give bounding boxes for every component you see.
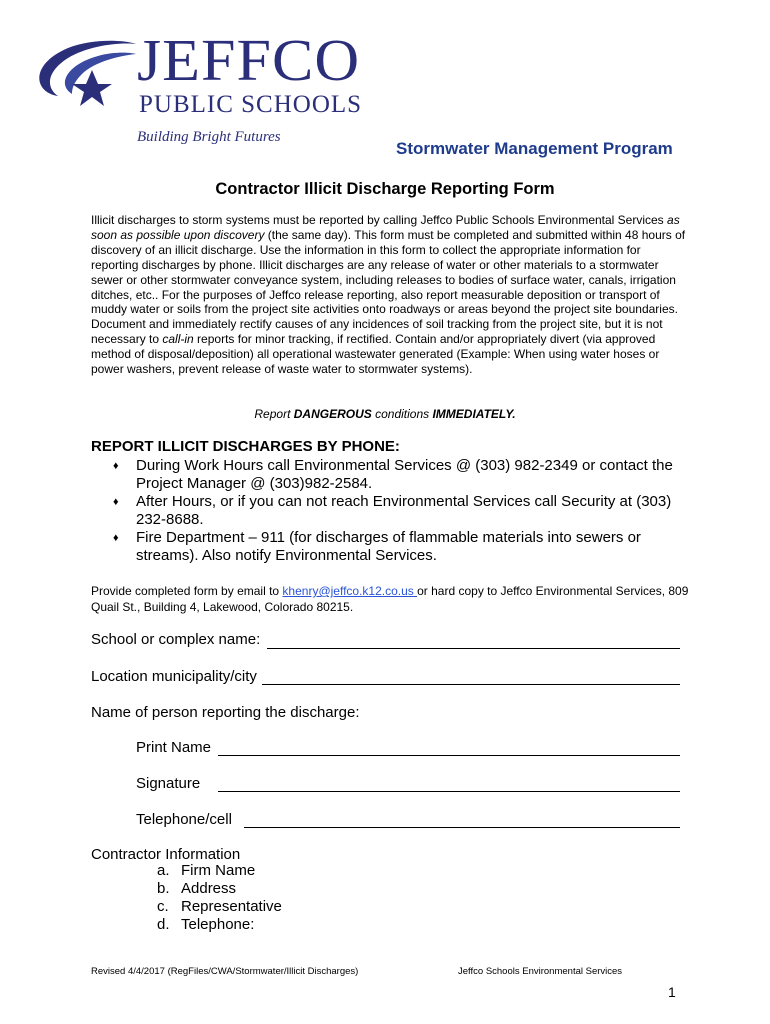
signature-label: Signature	[136, 775, 201, 792]
telephone-label: Telephone/cell	[136, 811, 232, 828]
intro-emphasis: as soon as possible upon discovery	[91, 213, 680, 242]
danger-word: DANGEROUS	[293, 407, 372, 421]
footer-department: Jeffco Schools Environmental Services	[458, 966, 623, 977]
location-label: Location municipality/city	[91, 668, 257, 685]
phone-list	[91, 457, 691, 565]
list-item: a. Firm Name	[157, 862, 256, 879]
contractor-heading: Contractor Information	[91, 846, 241, 863]
school-input-line[interactable]	[267, 648, 680, 649]
list-item: d. Telephone:	[157, 916, 255, 933]
jeffco-star-logo	[28, 34, 140, 114]
person-heading: Name of person reporting the discharge:	[91, 704, 360, 721]
diamond-bullet-icon: ♦	[113, 496, 119, 508]
danger-notice: Report DANGEROUS conditions IMMEDIATELY.	[254, 407, 516, 421]
list-item: ♦ After Hours, or if you can not reach Environmental Services call Security at (303) 232-8688.	[113, 493, 672, 528]
telephone-input-line[interactable]	[244, 827, 680, 828]
intro-emphasis: call-in	[162, 332, 194, 347]
logo-wordmark: JEFFCO	[137, 28, 361, 94]
form-title: Contractor Illicit Discharge Reporting Form	[215, 180, 555, 198]
print-name-label: Print Name	[136, 739, 212, 756]
list-item: ♦ Fire Department – 911 (for discharges of flammable materials into sewers or streams). Also notify Environmental Services.	[113, 529, 641, 564]
intro-paragraph	[91, 213, 691, 377]
location-input-line[interactable]	[262, 684, 680, 685]
footer-revision: Revised 4/4/2017 (RegFiles/CWA/Stormwater/Illicit Discharges)	[91, 966, 359, 977]
contractor-list	[157, 862, 282, 934]
intro-text: reports for minor tracking, if rectified. Contain and/or appropriately divert (via approved method of disposal/deposition) all operational wastewater generated (Example: When using water hoses or power washers, prevent release of waste water to stormwater systems).	[91, 332, 660, 377]
email-link[interactable]: khenry@jeffco.k12.co.us	[282, 584, 418, 598]
school-label: School or complex name:	[91, 631, 261, 648]
signature-input-line[interactable]	[218, 791, 680, 792]
report-heading: REPORT ILLICIT DISCHARGES BY PHONE:	[91, 438, 400, 455]
diamond-bullet-icon: ♦	[113, 532, 119, 544]
logo-subtitle: PUBLIC SCHOOLS	[139, 91, 363, 118]
immediately-word: IMMEDIATELY.	[432, 407, 516, 421]
page-number: 1	[668, 984, 676, 1000]
intro-text: (the same day). This form must be completed and submitted within 48 hours of discovery of an illicit discharge. Use the information in this form to collect the appropriate information for reporting discharges by phone. Illicit discharges are any release of water or other materials to a stormwater sewer or other stormwater conveyance system, including releases to bodies of surface water, canals, irrigation ditches, etc.. For the purposes of Jeffco release reporting, also report measurable deposition or transport of muddy water or soils from the project site activities onto roadways or areas beyond the project site boundaries. Document and immediately rectify causes of any incidences of soil tracking from the project site, but it is not necessary to	[91, 227, 686, 347]
diamond-bullet-icon: ♦	[113, 460, 119, 472]
provide-instructions: Provide completed form by email to khenry@jeffco.k12.co.us or hard copy to Jeffco Environmental Services, 809 Quail St., Building 4, Lakewood, Colorado 80215.	[91, 584, 689, 614]
print-name-input-line[interactable]	[218, 755, 680, 756]
list-item: c. Representative	[157, 898, 282, 915]
program-title: Stormwater Management Program	[396, 139, 673, 158]
list-item: ♦ During Work Hours call Environmental Services @ (303) 982-2349 or contact the Project Manager @ (303)982-2584.	[113, 457, 673, 492]
logo-tagline: Building Bright Futures	[137, 129, 281, 145]
intro-text: Illicit discharges to storm systems must be reported by calling Jeffco Public Schools Environmental Services	[91, 213, 668, 227]
list-item: b. Address	[157, 880, 237, 897]
